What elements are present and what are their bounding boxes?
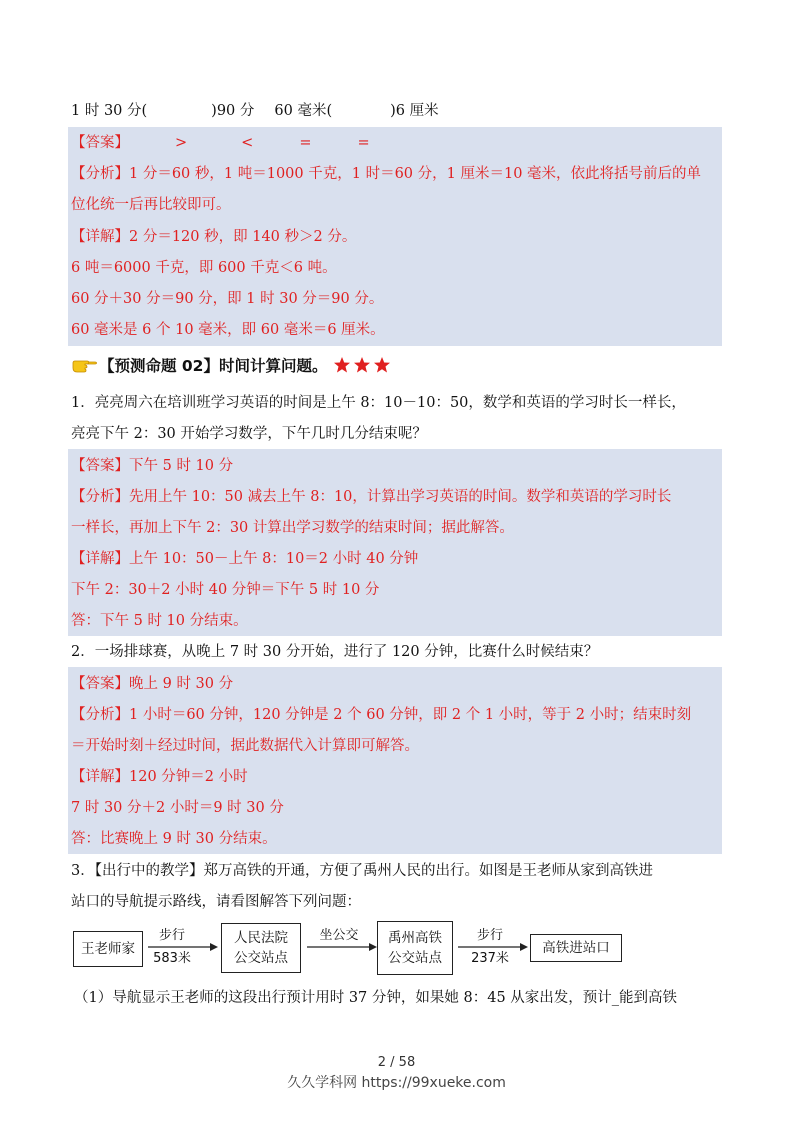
answer-label: 【答案】 — [71, 135, 129, 151]
star-icon — [354, 357, 370, 373]
flow-node-label: 公交站点 — [388, 950, 442, 966]
answer-line: 【答案】晚上 9 时 30 分 — [71, 676, 234, 692]
flow-node-home — [73, 931, 143, 967]
answer-line — [71, 133, 370, 153]
flow-node-entrance — [530, 934, 622, 962]
answer-box-3 — [68, 667, 722, 854]
flow-node-label: 王老师家 — [81, 941, 135, 957]
answer-symbol: > — [175, 135, 188, 151]
difficulty-stars — [333, 356, 391, 379]
compare-right-after: )6 厘米 — [390, 103, 439, 119]
compare-line — [71, 101, 439, 121]
detail-line: 答：比赛晚上 9 时 30 分结束。 — [71, 831, 277, 847]
flow-node-station-stop — [377, 921, 453, 975]
question-3-line: 3．【出行中的教学】郑万高铁的开通，方便了禹州人民的出行。如图是王老师从家到高铁进 — [71, 863, 653, 879]
answer-box-2 — [68, 449, 722, 636]
analysis-line: 【分析】1 分＝60 秒，1 吨＝1000 千克，1 时＝60 分，1 厘米＝10 毫米，依此将括号前后的单 — [71, 166, 702, 182]
question-2-line: 2．一场排球赛，从晚上 7 时 30 分开始，进行了 120 分钟，比赛什么时候结束？ — [71, 644, 599, 660]
flow-edge-label: 237米 — [471, 951, 509, 966]
flow-node-label: 高铁进站口 — [542, 940, 610, 956]
flow-node-label: 禹州高铁 — [388, 930, 442, 946]
detail-line: 答：下午 5 时 10 分结束。 — [71, 613, 248, 629]
detail-line: 【详解】2 分＝120 秒，即 140 秒＞2 分。 — [71, 229, 357, 245]
flow-node-court-stop — [221, 923, 301, 973]
answer-symbol: = — [357, 135, 370, 151]
answer-box-1 — [68, 127, 722, 346]
detail-line: 【详解】上午 10：50－上午 8：10＝2 小时 40 分钟 — [71, 551, 419, 567]
section-title: 【预测命题 02】时间计算问题。 — [99, 357, 328, 375]
arrow-icon — [305, 940, 379, 954]
question-3-line: 站口的导航提示路线，请看图解答下列问题： — [71, 894, 361, 910]
question-1-line: 1．亮亮周六在培训班学习英语的时间是上午 8：10－10：50，数学和英语的学习时长一样长， — [71, 395, 686, 411]
answer-line: 【答案】下午 5 时 10 分 — [71, 458, 234, 474]
detail-line: 6 吨＝6000 千克，即 600 千克＜6 吨。 — [71, 260, 337, 276]
star-icon — [374, 357, 390, 373]
compare-left: 1 时 30 分( — [71, 103, 148, 119]
analysis-line: ＝开始时刻＋经过时间，据此数据代入计算即可解答。 — [71, 738, 419, 754]
question-1-line: 亮亮下午 2：30 开始学习数学，下午几时几分结束呢？ — [71, 426, 427, 442]
compare-left-after: )90 分 — [211, 103, 255, 119]
page-number: 2 / 58 — [377, 1055, 416, 1070]
detail-line: 下午 2：30＋2 小时 40 分钟＝下午 5 时 10 分 — [71, 582, 380, 598]
flow-node-label: 人民法院 — [234, 930, 288, 946]
question-3-sub1: （1）导航显示王老师的这段出行预计用时 37 分钟，如果她 8：45 从家出发，预计_能到高铁 — [74, 990, 678, 1006]
analysis-line: 【分析】先用上午 10：50 减去上午 8：10，计算出学习英语的时间。数学和英语的学习时长 — [71, 489, 672, 505]
detail-line: 7 时 30 分＋2 小时＝9 时 30 分 — [71, 800, 284, 816]
flow-edge-label: 坐公交 — [319, 928, 359, 943]
compare-right: 60 毫米( — [274, 103, 333, 119]
flow-edge-label: 步行 — [476, 928, 503, 943]
section-heading — [71, 356, 391, 379]
detail-line: 60 分＋30 分＝90 分，即 1 时 30 分＝90 分。 — [71, 291, 384, 307]
flow-edge-label: 583米 — [153, 951, 191, 966]
answer-symbol: < — [241, 135, 254, 151]
detail-line: 【详解】120 分钟＝2 小时 — [71, 769, 248, 785]
analysis-line: 位化统一后再比较即可。 — [71, 197, 231, 213]
analysis-line: 一样长，再加上下午 2：30 计算出学习数学的结束时间；据此解答。 — [71, 520, 514, 536]
detail-line: 60 毫米是 6 个 10 毫米，即 60 毫米＝6 厘米。 — [71, 322, 385, 338]
analysis-line: 【分析】1 小时＝60 分钟，120 分钟是 2 个 60 分钟，即 2 个 1 小时，等于 2 小时；结束时刻 — [71, 707, 692, 723]
answer-symbol: = — [299, 135, 312, 151]
star-icon — [334, 357, 350, 373]
flow-edge-label: 步行 — [158, 928, 185, 943]
flow-node-label: 公交站点 — [234, 950, 288, 966]
pointing-hand-icon — [71, 357, 97, 373]
footer-site: 久久学科网 https://99xueke.com — [287, 1075, 506, 1091]
